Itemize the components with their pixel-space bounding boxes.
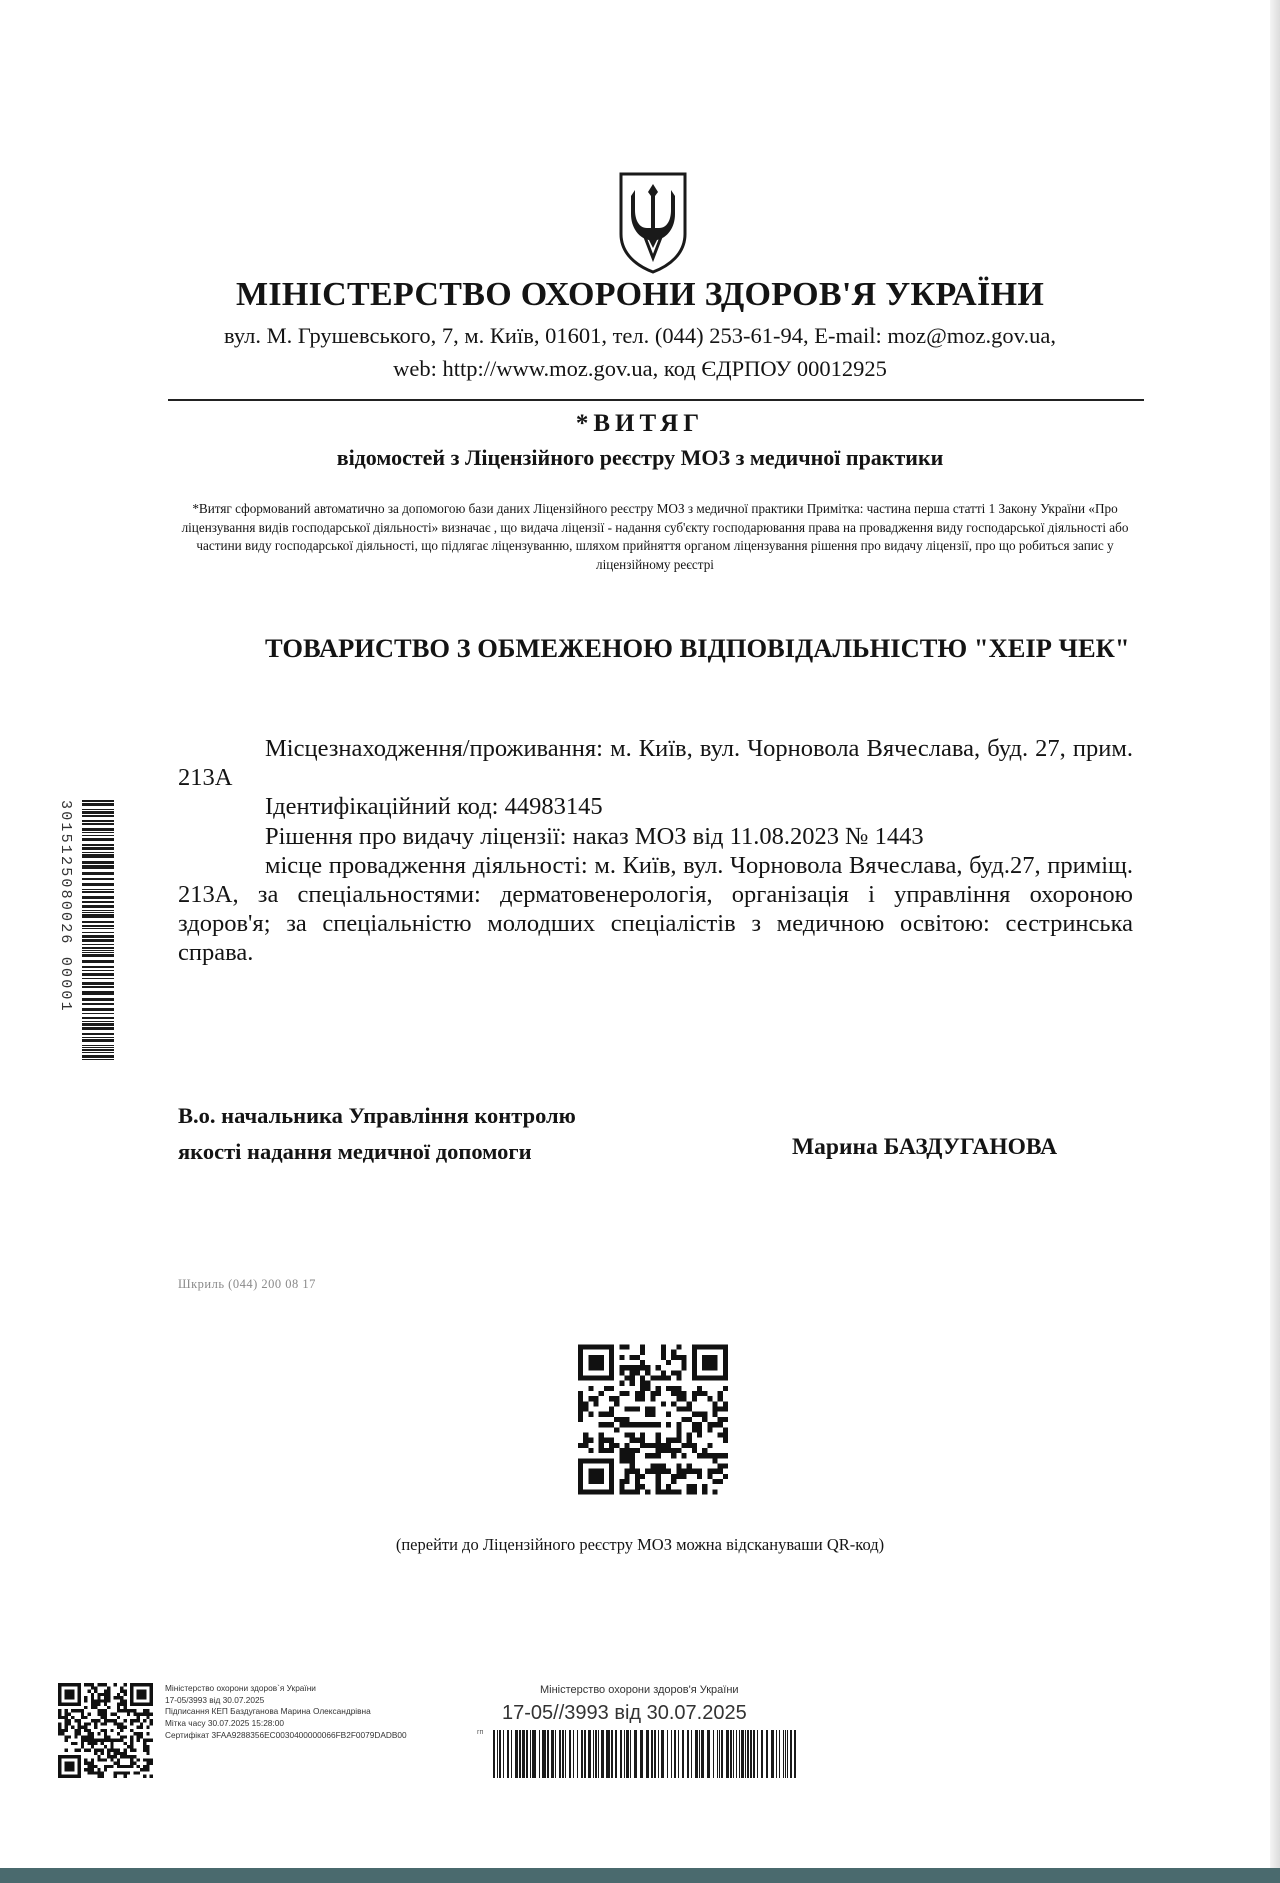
- side-barcode-number-container: [56, 800, 76, 1060]
- qr-code-icon[interactable]: [578, 1344, 728, 1495]
- executor-contact: Шкриль (044) 200 08 17: [178, 1277, 316, 1291]
- signatory-position-line2: якості надання медичної допомоги: [178, 1139, 532, 1164]
- registration-ministry: Міністерство охорони здоров'я України: [540, 1684, 739, 1696]
- e-signature-ministry: Міністерство охорони здоров`я України: [165, 1683, 316, 1693]
- ministry-web: web: http://www.moz.gov.ua, код ЄДРПОУ 00012925: [393, 356, 887, 381]
- activity-place: місце провадження діяльності: м. Київ, вул. Чорновола Вячеслава, буд.27, приміщ. 213А, за спеціальностями: дерматовенерологія, організація і управління охороною здоров'я; за спеціальністю молодших спеціалістів з медичною освітою: сестринська справа.: [178, 851, 1133, 967]
- coat-of-arms-icon: [617, 170, 689, 274]
- extract-title: *ВИТЯГ: [575, 410, 705, 437]
- registration-prefix: гп: [477, 1729, 484, 1736]
- company-location: Місцезнаходження/проживання: м. Київ, вул. Чорновола Вячеслава, буд. 27, прим. 213А: [178, 735, 1133, 792]
- registration-barcode-icon: [493, 1730, 799, 1778]
- qr-note: (перейти до Ліцензійного реєстру МОЗ можна відскануваши QR-код): [395, 1535, 885, 1554]
- ministry-title: МІНІСТЕРСТВО ОХОРОНИ ЗДОРОВ'Я УКРАЇНИ: [235, 276, 1045, 313]
- extract-note: *Витяг сформований автоматично за допомогою бази даних Ліцензійного реєстру МОЗ з медичної практики Примітка: частина перша статті 1 Закону України «Про ліцензування видів господарської діяльності» визначає , що видача ліцензії - надання суб'єкту господарювання права на провадження виду господарської діяльності або частини виду господарської діяльності, що підлягає ліцензуванню, шляхом прийняття органом ліцензування рішення про видачу ліцензії, про що робиться запис у ліцензійному реєстрі: [181, 501, 1129, 572]
- e-signature-signed-by: Підписання КЕП Баздуганова Марина Олександрівна: [165, 1706, 371, 1717]
- ministry-address: вул. М. Грушевського, 7, м. Київ, 01601, тел. (044) 253-61-94, E-mail: moz@moz.gov.ua,: [224, 323, 1056, 348]
- signatory-position-line1: В.о. начальника Управління контролю: [178, 1103, 576, 1128]
- e-signature-block: [165, 1683, 485, 1742]
- header-divider: [168, 399, 1144, 401]
- e-signature-doc-ref: 17-05/3993 від 30.07.2025: [165, 1694, 265, 1705]
- side-barcode-number: 3015125080026 00001: [57, 800, 74, 1013]
- license-decision: Рішення про видачу ліцензії: наказ МОЗ від 11.08.2023 № 1443: [265, 822, 924, 850]
- signatory-position: [178, 1098, 576, 1170]
- extract-subtitle: відомостей з Ліцензійного реєстру МОЗ з медичної практики: [336, 445, 944, 470]
- scan-bottom-edge: [0, 1868, 1280, 1883]
- side-barcode-icon: [82, 800, 114, 1060]
- company-id-code: Ідентифікаційний код: 44983145: [265, 793, 603, 821]
- license-details: [178, 734, 1133, 968]
- signature-qr-code-icon: [58, 1683, 153, 1778]
- e-signature-timestamp: Мітка часу 30.07.2025 15:28:00: [165, 1718, 284, 1729]
- company-name: ТОВАРИСТВО З ОБМЕЖЕНОЮ ВІДПОВІДАЛЬНІСТЮ "ХЕІР ЧЕК": [265, 633, 1130, 663]
- e-signature-certificate: Сертифікат 3FAA9288356EC0030400000066FB2F0079DADB00: [165, 1729, 407, 1740]
- registration-number: 17-05//3993 від 30.07.2025: [502, 1702, 747, 1724]
- page-edge-shadow: [1270, 0, 1280, 1883]
- signatory-name: Марина БАЗДУГАНОВА: [792, 1134, 1058, 1160]
